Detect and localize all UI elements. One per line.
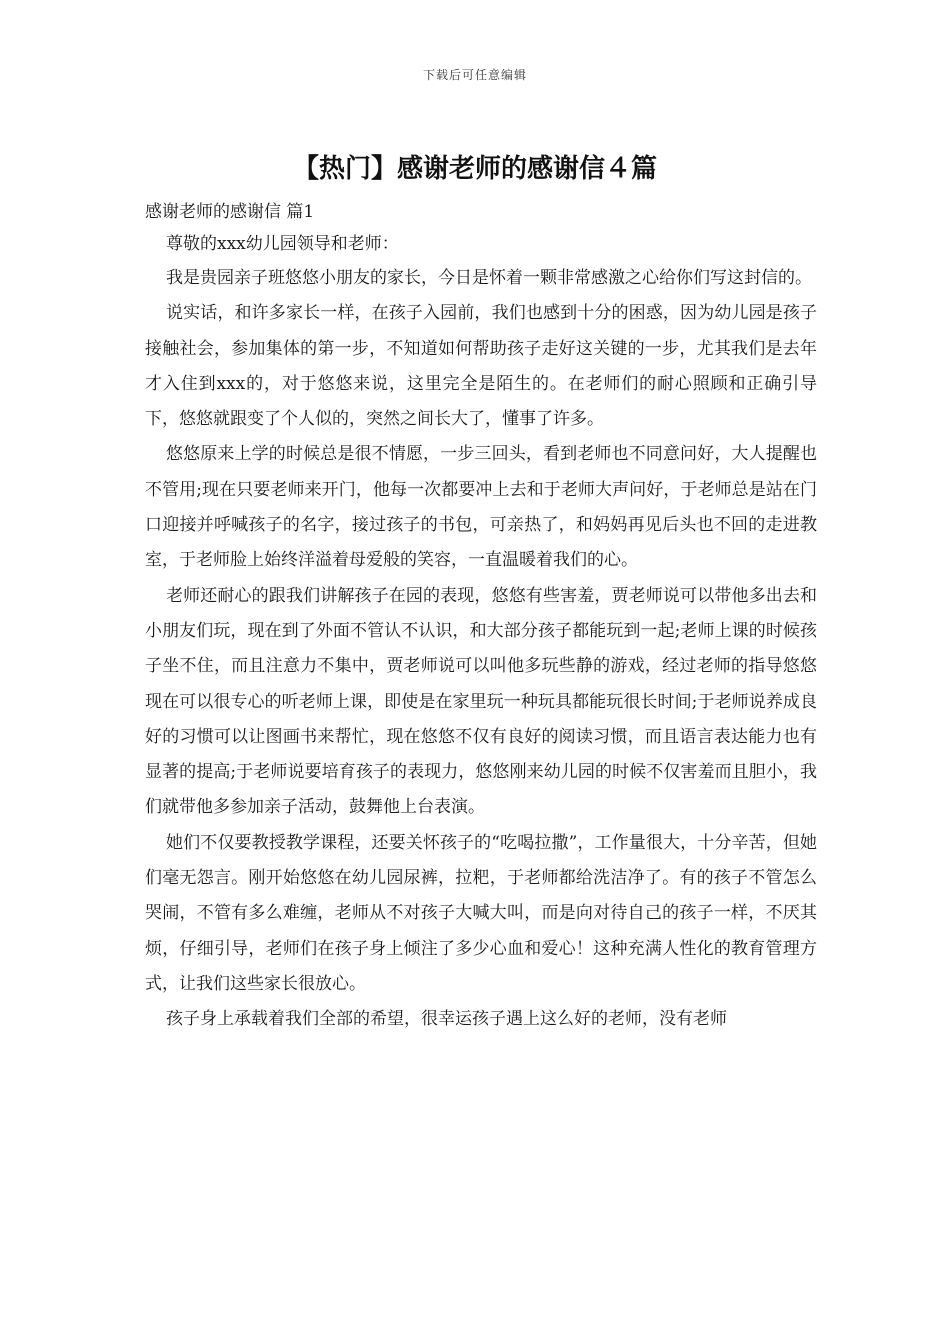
paragraph: 我是贵园亲子班悠悠小朋友的家长，今日是怀着一颗非常感激之心给你们写这封信的。 bbox=[166, 268, 812, 288]
document-body bbox=[145, 197, 817, 1038]
header-note: 下载后可任意编辑 bbox=[422, 68, 527, 82]
section-heading: 感谢老师的感谢信 篇1 bbox=[145, 202, 315, 222]
paragraph: 悠悠原来上学的时候总是很不情愿，一步三回头，看到老师也不同意问好，大人提醒也不管用;现在只要老师来开门，他每一次都要冲上去和于老师大声问好，于老师总是站在门口迎接并呼喊孩子的名字，接过孩子的书包，可亲热了，和妈妈再见后头也不回的走进教室，于老师脸上始终洋溢着母爱般的笑容，一直温暖着我们的心。 bbox=[145, 444, 817, 571]
paragraph: 老师还耐心的跟我们讲解孩子在园的表现，悠悠有些害羞，贾老师说可以带他多出去和小朋友们玩，现在到了外面不管认不认识，和大部分孩子都能玩到一起;老师上课的时候孩子坐不住，而且注意力不集中，贾老师说可以叫他多玩些静的游戏，经过老师的指导悠悠现在可以很专心的听老师上课，即使是在家里玩一种玩具都能玩很长时间;于老师说养成良好的习惯可以让图画书来帮忙，现在悠悠不仅有良好的阅读习惯，而且语言表达能力也有显著的提高;于老师说要培育孩子的表现力，悠悠刚来幼儿园的时候不仅害羞而且胆小，我们就带他多参加亲子活动，鼓舞他上台表演。 bbox=[145, 585, 817, 818]
salutation: 尊敬的xxx幼儿园领导和老师： bbox=[166, 234, 399, 254]
paragraph: 说实话，和许多家长一样，在孩子入园前，我们也感到十分的困惑，因为幼儿园是孩子接触社会，参加集体的第一步，不知道如何帮助孩子走好这关键的一步，尤其我们是去年才入住到xxx的，对于悠悠来说，这里完全是陌生的。在老师们的耐心照顾和正确引导下，悠悠就跟变了个人似的，突然之间长大了，懂事了许多。 bbox=[145, 303, 817, 430]
paragraph: 孩子身上承载着我们全部的希望，很幸运孩子遇上这么好的老师，没有老师 bbox=[166, 1009, 727, 1030]
paragraph: 她们不仅要教授教学课程，还要关怀孩子的“吃喝拉撒”，工作量很大，十分辛苦，但她们毫无怨言。刚开始悠悠在幼儿园尿裤，拉粑，于老师都给洗洁净了。有的孩子不管怎么哭闹，不管有多么难缠，老师从不对孩子大喊大叫，而是向对待自己的孩子一样，不厌其烦，仔细引导，老师们在孩子身上倾注了多少心血和爱心！这种充满人性化的教育管理方式，让我们这些家长很放心。 bbox=[145, 832, 817, 994]
document-title: 【热门】感谢老师的感谢信４篇 bbox=[292, 154, 657, 184]
